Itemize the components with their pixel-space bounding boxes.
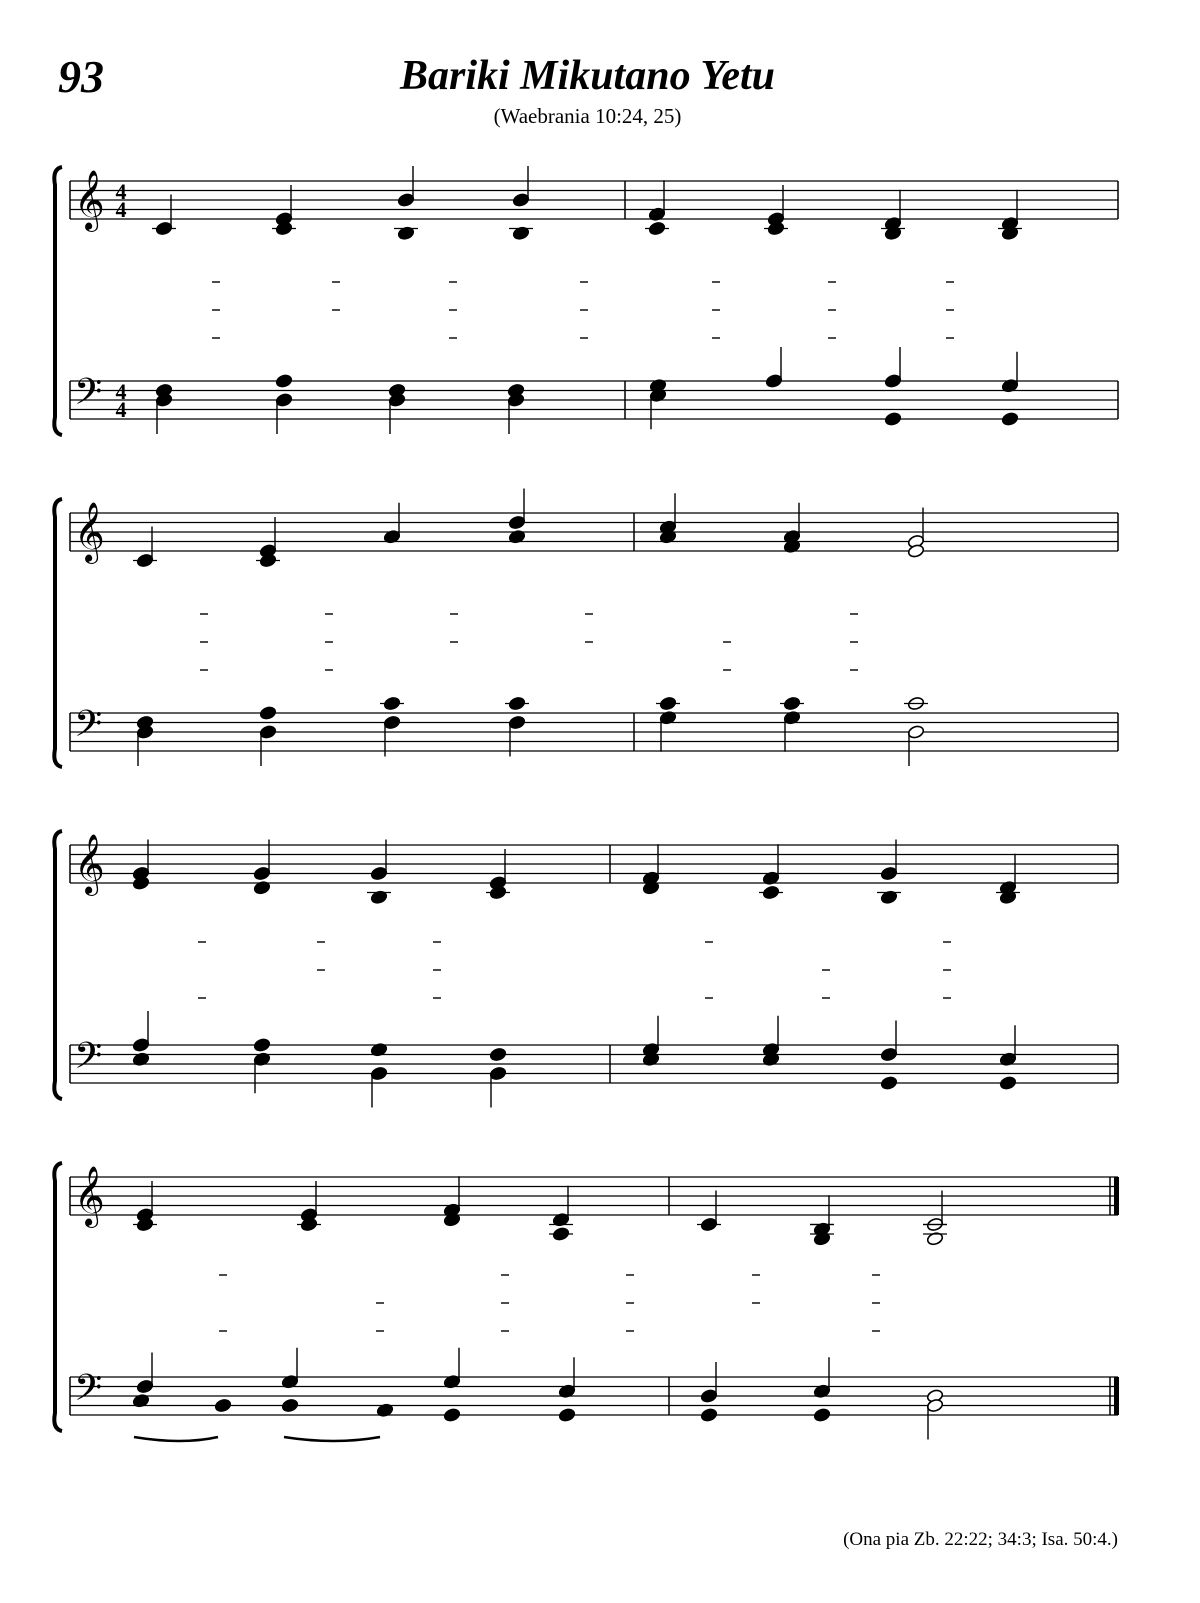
note-head <box>214 1398 232 1413</box>
note-head <box>700 1389 718 1404</box>
note-head <box>880 1076 898 1091</box>
note-head <box>999 1076 1017 1091</box>
note-head <box>370 1066 388 1081</box>
scripture-reference: (Waebrania 10:24, 25) <box>493 104 682 128</box>
note-head <box>397 193 415 208</box>
bass-clef: 𝄢 <box>74 703 103 754</box>
final-barline-thick <box>1114 1377 1119 1415</box>
system-bracket <box>54 167 62 435</box>
note-head <box>558 1408 576 1423</box>
note-head <box>880 866 898 881</box>
note-head <box>489 1047 507 1062</box>
note-head <box>383 715 401 730</box>
note-head <box>253 866 271 881</box>
hymn-number: 93 <box>58 51 104 102</box>
note-head <box>884 412 902 427</box>
note-head <box>512 193 530 208</box>
note-head <box>884 374 902 389</box>
treble-clef: 𝄞 <box>74 834 105 894</box>
note-head <box>765 374 783 389</box>
note-head <box>132 1038 150 1053</box>
beam-tie <box>134 1437 218 1441</box>
note-head <box>1001 412 1019 427</box>
bass-clef: 𝄢 <box>74 371 103 422</box>
note-head <box>281 1398 299 1413</box>
note-head <box>508 715 526 730</box>
bass-clef: 𝄢 <box>74 1367 103 1418</box>
footnote: (Ona pia Zb. 22:22; 34:3; Isa. 50:4.) <box>843 1529 1118 1550</box>
time-signature-bottom: 4 <box>115 397 127 422</box>
final-barline-thick <box>1114 1177 1119 1215</box>
note-head <box>443 1408 461 1423</box>
system-bracket <box>54 499 62 767</box>
note-head <box>259 706 277 721</box>
treble-clef: 𝄞 <box>74 170 105 230</box>
note-head <box>275 374 293 389</box>
system-bracket <box>54 831 62 1099</box>
note-head <box>700 1408 718 1423</box>
beam-tie <box>284 1437 380 1441</box>
system-bracket <box>54 1163 62 1431</box>
note-head <box>880 1047 898 1062</box>
time-signature-top: 4 <box>115 379 127 404</box>
note-head <box>813 1408 831 1423</box>
time-signature-top: 4 <box>115 179 127 204</box>
treble-clef: 𝄞 <box>74 1166 105 1226</box>
bass-clef: 𝄢 <box>74 1035 103 1086</box>
treble-clef: 𝄞 <box>74 502 105 562</box>
note-head <box>907 725 925 740</box>
note-head <box>259 725 277 740</box>
note-head <box>489 1066 507 1081</box>
note-head <box>508 515 526 530</box>
note-head <box>370 866 388 881</box>
time-signature-bottom: 4 <box>115 197 127 222</box>
note-head <box>275 393 293 408</box>
note-head <box>136 1379 154 1394</box>
hymn-title: Bariki Mikutano Yetu <box>399 53 775 99</box>
note-head <box>253 1038 271 1053</box>
